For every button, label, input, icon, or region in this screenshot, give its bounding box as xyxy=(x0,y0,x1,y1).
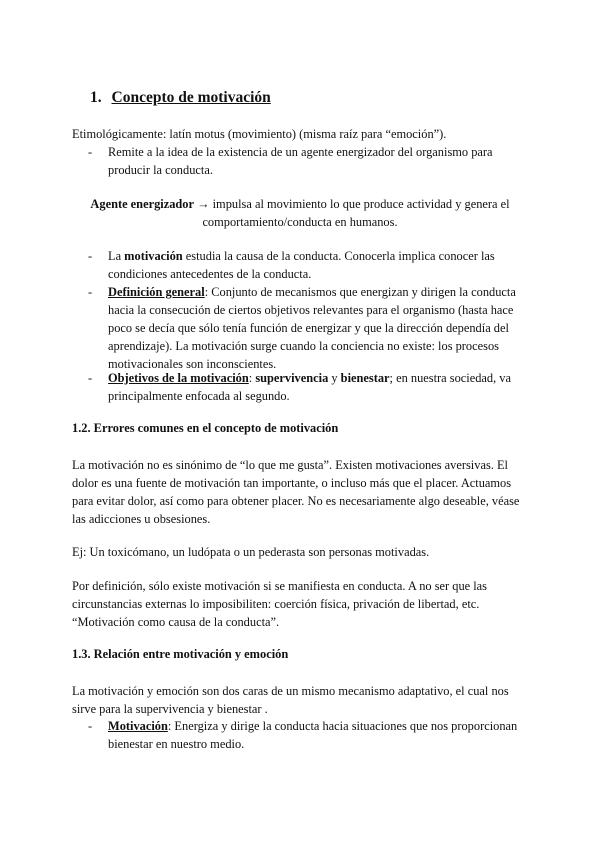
bullet-text xyxy=(108,369,528,405)
section-1-2-heading: 1.2. Errores comunes en el concepto de motivación xyxy=(72,421,339,435)
motivacion-term: motivación xyxy=(124,249,183,263)
bullet-dash: - xyxy=(88,249,93,263)
etymology-paragraph: Etimológicamente: latín motus (movimiento) (misma raíz para “emoción”). xyxy=(72,127,447,141)
supervivencia-term: supervivencia xyxy=(255,371,329,385)
motivacion-text: : Energiza y dirige la conducta hacia situaciones que nos proporcionan bienestar en nuestro medio. xyxy=(108,719,518,751)
bullet-dash: - xyxy=(88,285,93,299)
b1-pre: La xyxy=(108,249,125,263)
section-number: 1. xyxy=(90,89,102,106)
b2-text: : Conjunto de mecanismos que energizan y dirigen la conducta hacia la consecución de ciertos objetivos relevantes para el organismo (hasta hace poco se decía que sólo tenía función de energizar y que la dirección dependía del aprendizaje). La motivación surge cuando la conciencia no existe: los procesos motivacionales son inconscientes. xyxy=(108,285,516,371)
bullet-dash: - xyxy=(88,145,93,159)
b3-text: ; en nuestra sociedad, va principalmente enfocada al segundo. xyxy=(108,371,511,403)
definition-paragraph: Por definición, sólo existe motivación si se manifiesta en conducta. A no ser que las circunstancias externas lo imposibiliten: coerción física, privación de libertad, etc. “Motivación como causa de la conducta”. xyxy=(72,579,487,629)
objetivos-term: Objetivos de la motivación xyxy=(108,371,249,385)
bienestar-term: bienestar xyxy=(340,371,390,385)
section-1-heading xyxy=(90,89,271,107)
b3-and: y xyxy=(328,371,341,385)
section-title: Concepto de motivación xyxy=(111,89,271,106)
bullet-text xyxy=(108,283,528,373)
agent-text: impulsa al movimiento lo que produce actividad y genera el comportamiento/conducta en humanos. xyxy=(202,197,510,229)
bullet-text: Remite a la idea de la existencia de un agente energizador del organismo para producir la conducta. xyxy=(108,145,493,177)
agent-definition xyxy=(60,195,540,231)
arrow-icon: → xyxy=(197,197,210,211)
example-paragraph: Ej: Un toxicómano, un ludópata o un pederasta son personas motivadas. xyxy=(72,545,430,559)
bullet-text xyxy=(108,717,528,753)
section-1-3-heading: 1.3. Relación entre motivación y emoción xyxy=(72,647,289,661)
definicion-term: Definición general xyxy=(108,285,205,299)
relation-paragraph: La motivación y emoción son dos caras de un mismo mecanismo adaptativo, el cual nos sirve para la supervivencia y bienestar . xyxy=(72,684,509,716)
errors-paragraph: La motivación no es sinónimo de “lo que me gusta”. Existen motivaciones aversivas. El dolor es una fuente de motivación tan importante, o incluso más que el placer. Actuamos para evitar dolor, así como para obtener placer. No es necesariamente algo deseable, véase las adicciones u obsesiones. xyxy=(72,458,520,526)
agent-term: Agente energizador xyxy=(90,197,194,211)
motivacion-term: Motivación xyxy=(108,719,168,733)
b3-colon: : xyxy=(248,371,256,385)
bullet-dash: - xyxy=(88,719,93,733)
bullet-text xyxy=(108,247,528,283)
b1-text: estudia la causa de la conducta. Conocerla implica conocer las condiciones antecedentes de la conducta. xyxy=(108,249,495,281)
bullet-dash: - xyxy=(88,371,93,385)
